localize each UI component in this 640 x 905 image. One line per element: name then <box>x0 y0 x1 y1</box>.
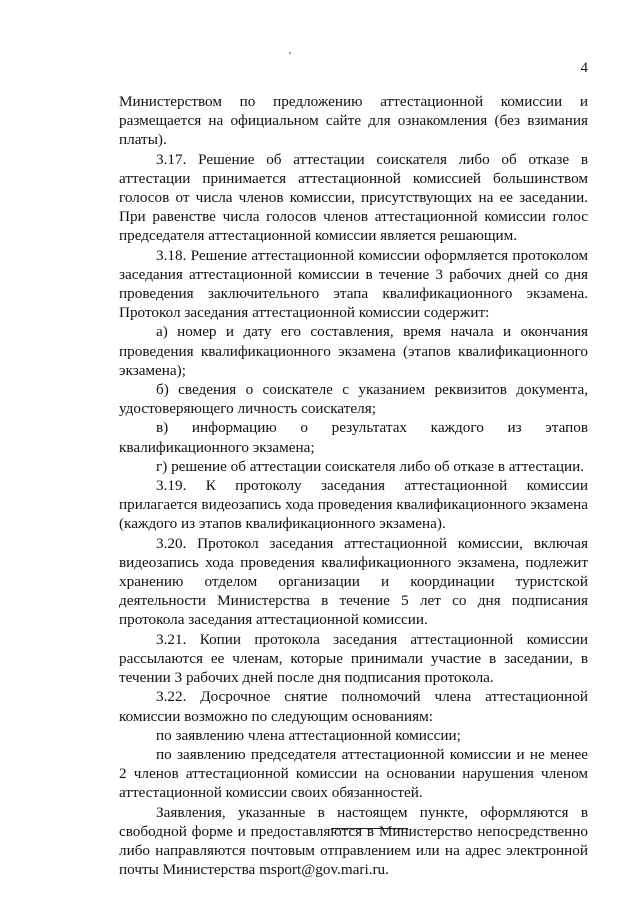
paragraph-3-19: 3.19. К протоколу заседания аттестационной комиссии прилагается видеозапись хода проведения квалификационного экзамена (каждого из этапов квалификационного экзамена). <box>119 477 588 533</box>
paragraph-3-18: 3.18. Решение аттестационной комиссии оформляется протоколом заседания аттестационной комиссии в течение 3 рабочих дней со дня проведения заключительного этапа квалификационного экзамена. Протокол заседания аттестационной комиссии содержит: <box>119 246 588 322</box>
document-body <box>119 92 588 879</box>
scan-dot <box>289 52 291 54</box>
paragraph-applications: Заявления, указанные в настоящем пункте, оформляются в свободной форме и предоставляются в Министерство непосредственно либо направляются почтовым отправлением или на адрес электронной почты Министерства msport@gov.mari.ru. <box>119 803 588 879</box>
ground-item-1: по заявлению члена аттестационной комиссии; <box>156 726 461 744</box>
end-separator-line <box>331 828 408 829</box>
paragraph-3-22: 3.22. Досрочное снятие полномочий члена аттестационной комиссии возможно по следующим основаниям: <box>119 688 588 725</box>
list-item-a: а) номер и дату его составления, время начала и окончания проведения квалификационного экзамена (этапов квалификационного экзамена); <box>119 323 588 379</box>
paragraph-3-21: 3.21. Копии протокола заседания аттестационной комиссии рассылаются ее членам, которые принимали участие в заседании, в течении 3 рабочих дней после дня подписания протокола. <box>119 630 588 687</box>
list-item-g: г) решение об аттестации соискателя либо об отказе в аттестации. <box>156 457 585 475</box>
list-item-b: б) сведения о соискателе с указанием реквизитов документа, удостоверяющего личность соискателя; <box>119 381 588 418</box>
page-number: 4 <box>580 60 588 76</box>
list-item-v: в) информацию о результатах каждого из этапов квалификационного экзамена; <box>119 419 588 456</box>
ground-item-2: по заявлению председателя аттестационной комиссии и не менее 2 членов аттестационной комиссии на основании нарушения членом аттестационной комиссии своих обязанностей. <box>119 745 588 802</box>
paragraph: Министерством по предложению аттестационной комиссии и размещается на официальном сайте для ознакомления (без взимания платы). <box>119 93 588 149</box>
paragraph-3-20: 3.20. Протокол заседания аттестационной комиссии, включая видеозапись хода проведения квалификационного экзамена, подлежит хранению отделом организации и координации туристской деятельности Министерства в течение 5 лет со дня подписания протокола заседания аттестационной комиссии. <box>119 534 588 629</box>
paragraph-3-17: 3.17. Решение об аттестации соискателя либо об отказе в аттестации принимается аттестационной комиссией большинством голосов от числа членов комиссии, присутствующих на ее заседании. При равенстве числа голосов членов аттестационной комиссии голос председателя аттестационной комиссии является решающим. <box>119 150 588 245</box>
